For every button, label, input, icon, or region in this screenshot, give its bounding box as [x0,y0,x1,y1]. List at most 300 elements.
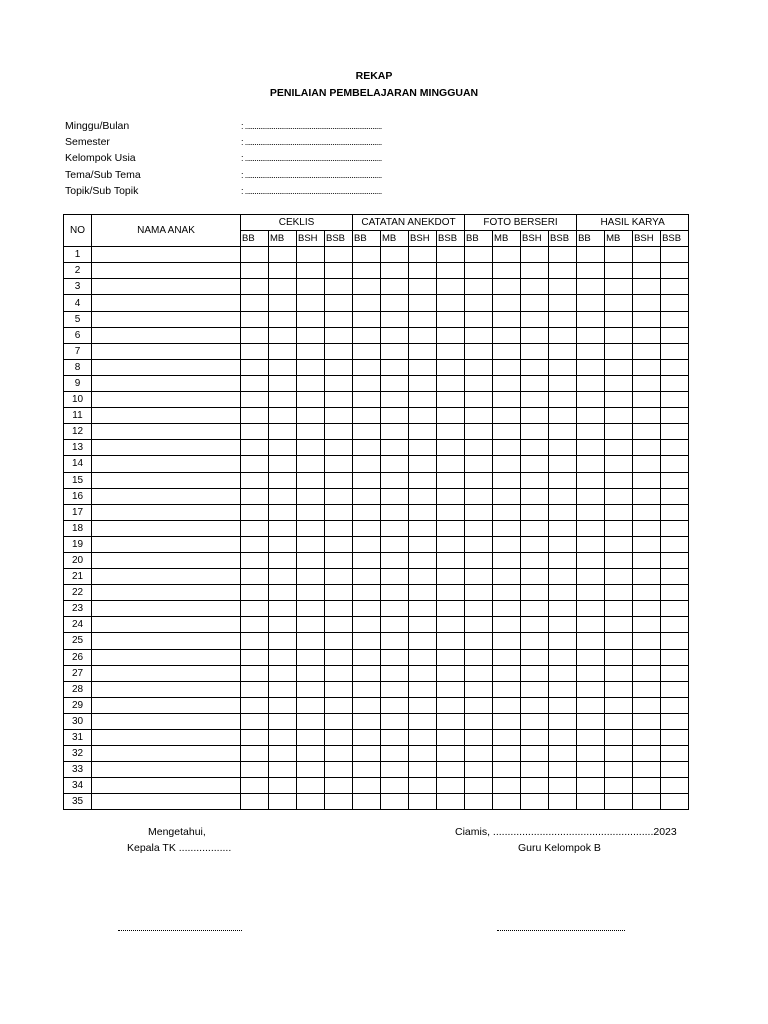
assessment-cell[interactable] [381,569,409,585]
assessment-cell[interactable] [437,601,465,617]
assessment-cell[interactable] [241,697,269,713]
assessment-cell[interactable] [297,520,325,536]
assessment-cell[interactable] [633,617,661,633]
assessment-cell[interactable] [493,343,521,359]
assessment-cell[interactable] [661,713,689,729]
assessment-cell[interactable] [549,472,577,488]
assessment-cell[interactable] [633,488,661,504]
assessment-cell[interactable] [381,649,409,665]
assessment-cell[interactable] [269,504,297,520]
name-cell[interactable] [92,778,241,794]
name-cell[interactable] [92,327,241,343]
assessment-cell[interactable] [437,697,465,713]
assessment-cell[interactable] [409,778,437,794]
assessment-cell[interactable] [437,472,465,488]
assessment-cell[interactable] [437,359,465,375]
assessment-cell[interactable] [437,424,465,440]
assessment-cell[interactable] [297,488,325,504]
assessment-cell[interactable] [353,713,381,729]
assessment-cell[interactable] [549,263,577,279]
assessment-cell[interactable] [269,295,297,311]
assessment-cell[interactable] [661,778,689,794]
assessment-cell[interactable] [297,279,325,295]
assessment-cell[interactable] [269,601,297,617]
assessment-cell[interactable] [297,247,325,263]
assessment-cell[interactable] [493,472,521,488]
assessment-cell[interactable] [241,730,269,746]
assessment-cell[interactable] [409,794,437,810]
assessment-cell[interactable] [633,504,661,520]
assessment-cell[interactable] [633,456,661,472]
name-cell[interactable] [92,633,241,649]
name-cell[interactable] [92,424,241,440]
assessment-cell[interactable] [297,536,325,552]
assessment-cell[interactable] [353,295,381,311]
assessment-cell[interactable] [465,375,493,391]
assessment-cell[interactable] [325,536,353,552]
assessment-cell[interactable] [493,424,521,440]
assessment-cell[interactable] [577,279,605,295]
assessment-cell[interactable] [297,424,325,440]
assessment-cell[interactable] [437,633,465,649]
assessment-cell[interactable] [605,424,633,440]
assessment-cell[interactable] [241,746,269,762]
assessment-cell[interactable] [353,488,381,504]
assessment-cell[interactable] [633,359,661,375]
assessment-cell[interactable] [493,263,521,279]
assessment-cell[interactable] [549,359,577,375]
assessment-cell[interactable] [577,633,605,649]
assessment-cell[interactable] [269,552,297,568]
assessment-cell[interactable] [633,746,661,762]
assessment-cell[interactable] [465,327,493,343]
assessment-cell[interactable] [521,263,549,279]
assessment-cell[interactable] [633,697,661,713]
assessment-cell[interactable] [437,713,465,729]
assessment-cell[interactable] [325,375,353,391]
name-cell[interactable] [92,697,241,713]
assessment-cell[interactable] [661,488,689,504]
assessment-cell[interactable] [661,408,689,424]
assessment-cell[interactable] [577,359,605,375]
assessment-cell[interactable] [577,536,605,552]
assessment-cell[interactable] [493,778,521,794]
name-cell[interactable] [92,794,241,810]
assessment-cell[interactable] [353,392,381,408]
assessment-cell[interactable] [381,762,409,778]
assessment-cell[interactable] [325,552,353,568]
assessment-cell[interactable] [521,408,549,424]
assessment-cell[interactable] [577,343,605,359]
assessment-cell[interactable] [269,408,297,424]
assessment-cell[interactable] [465,488,493,504]
assessment-cell[interactable] [241,392,269,408]
assessment-cell[interactable] [241,536,269,552]
assessment-cell[interactable] [353,617,381,633]
assessment-cell[interactable] [269,778,297,794]
assessment-cell[interactable] [605,392,633,408]
assessment-cell[interactable] [409,392,437,408]
assessment-cell[interactable] [241,488,269,504]
assessment-cell[interactable] [437,617,465,633]
assessment-cell[interactable] [241,552,269,568]
assessment-cell[interactable] [605,536,633,552]
assessment-cell[interactable] [661,762,689,778]
assessment-cell[interactable] [633,295,661,311]
assessment-cell[interactable] [297,311,325,327]
assessment-cell[interactable] [353,456,381,472]
assessment-cell[interactable] [409,327,437,343]
name-cell[interactable] [92,263,241,279]
assessment-cell[interactable] [381,327,409,343]
assessment-cell[interactable] [661,392,689,408]
assessment-cell[interactable] [241,440,269,456]
assessment-cell[interactable] [297,778,325,794]
assessment-cell[interactable] [241,408,269,424]
assessment-cell[interactable] [661,617,689,633]
assessment-cell[interactable] [381,247,409,263]
assessment-cell[interactable] [241,681,269,697]
assessment-cell[interactable] [577,746,605,762]
assessment-cell[interactable] [437,295,465,311]
assessment-cell[interactable] [241,343,269,359]
assessment-cell[interactable] [549,697,577,713]
assessment-cell[interactable] [633,762,661,778]
name-cell[interactable] [92,569,241,585]
assessment-cell[interactable] [605,746,633,762]
assessment-cell[interactable] [521,569,549,585]
assessment-cell[interactable] [521,633,549,649]
assessment-cell[interactable] [521,327,549,343]
name-cell[interactable] [92,762,241,778]
assessment-cell[interactable] [241,247,269,263]
assessment-cell[interactable] [661,681,689,697]
name-cell[interactable] [92,504,241,520]
assessment-cell[interactable] [493,649,521,665]
name-cell[interactable] [92,665,241,681]
assessment-cell[interactable] [325,633,353,649]
assessment-cell[interactable] [577,601,605,617]
assessment-cell[interactable] [605,343,633,359]
assessment-cell[interactable] [605,472,633,488]
assessment-cell[interactable] [493,569,521,585]
assessment-cell[interactable] [381,311,409,327]
assessment-cell[interactable] [409,375,437,391]
name-cell[interactable] [92,536,241,552]
assessment-cell[interactable] [577,472,605,488]
assessment-cell[interactable] [381,440,409,456]
assessment-cell[interactable] [605,569,633,585]
assessment-cell[interactable] [269,279,297,295]
assessment-cell[interactable] [465,359,493,375]
assessment-cell[interactable] [633,408,661,424]
assessment-cell[interactable] [409,552,437,568]
assessment-cell[interactable] [269,730,297,746]
assessment-cell[interactable] [549,247,577,263]
assessment-cell[interactable] [353,279,381,295]
assessment-cell[interactable] [325,649,353,665]
assessment-cell[interactable] [409,665,437,681]
assessment-cell[interactable] [605,327,633,343]
assessment-cell[interactable] [549,456,577,472]
assessment-cell[interactable] [605,697,633,713]
assessment-cell[interactable] [633,536,661,552]
assessment-cell[interactable] [577,520,605,536]
assessment-cell[interactable] [549,794,577,810]
assessment-cell[interactable] [633,392,661,408]
assessment-cell[interactable] [633,247,661,263]
assessment-cell[interactable] [661,456,689,472]
assessment-cell[interactable] [605,730,633,746]
assessment-cell[interactable] [269,585,297,601]
assessment-cell[interactable] [437,311,465,327]
assessment-cell[interactable] [493,392,521,408]
assessment-cell[interactable] [661,263,689,279]
assessment-cell[interactable] [661,279,689,295]
assessment-cell[interactable] [381,665,409,681]
assessment-cell[interactable] [269,424,297,440]
assessment-cell[interactable] [605,359,633,375]
assessment-cell[interactable] [409,488,437,504]
assessment-cell[interactable] [437,279,465,295]
assessment-cell[interactable] [577,263,605,279]
assessment-cell[interactable] [437,681,465,697]
assessment-cell[interactable] [549,601,577,617]
assessment-cell[interactable] [521,295,549,311]
assessment-cell[interactable] [577,392,605,408]
assessment-cell[interactable] [521,311,549,327]
assessment-cell[interactable] [241,633,269,649]
assessment-cell[interactable] [493,633,521,649]
assessment-cell[interactable] [297,649,325,665]
assessment-cell[interactable] [465,633,493,649]
assessment-cell[interactable] [381,552,409,568]
assessment-cell[interactable] [409,585,437,601]
assessment-cell[interactable] [521,343,549,359]
assessment-cell[interactable] [493,665,521,681]
assessment-cell[interactable] [605,649,633,665]
assessment-cell[interactable] [605,504,633,520]
assessment-cell[interactable] [241,585,269,601]
assessment-cell[interactable] [381,408,409,424]
assessment-cell[interactable] [493,536,521,552]
assessment-cell[interactable] [577,295,605,311]
assessment-cell[interactable] [437,488,465,504]
assessment-cell[interactable] [549,279,577,295]
assessment-cell[interactable] [241,665,269,681]
assessment-cell[interactable] [381,424,409,440]
assessment-cell[interactable] [605,375,633,391]
assessment-cell[interactable] [465,617,493,633]
assessment-cell[interactable] [549,585,577,601]
assessment-cell[interactable] [521,794,549,810]
assessment-cell[interactable] [661,569,689,585]
assessment-cell[interactable] [633,343,661,359]
assessment-cell[interactable] [325,488,353,504]
assessment-cell[interactable] [437,665,465,681]
assessment-cell[interactable] [493,681,521,697]
assessment-cell[interactable] [549,746,577,762]
assessment-cell[interactable] [353,440,381,456]
assessment-cell[interactable] [269,681,297,697]
assessment-cell[interactable] [353,681,381,697]
assessment-cell[interactable] [661,794,689,810]
assessment-cell[interactable] [465,665,493,681]
assessment-cell[interactable] [661,327,689,343]
assessment-cell[interactable] [381,778,409,794]
assessment-cell[interactable] [661,295,689,311]
assessment-cell[interactable] [549,375,577,391]
assessment-cell[interactable] [297,794,325,810]
assessment-cell[interactable] [297,552,325,568]
assessment-cell[interactable] [437,778,465,794]
assessment-cell[interactable] [633,520,661,536]
assessment-cell[interactable] [325,311,353,327]
assessment-cell[interactable] [409,343,437,359]
assessment-cell[interactable] [549,730,577,746]
assessment-cell[interactable] [325,746,353,762]
assessment-cell[interactable] [633,778,661,794]
assessment-cell[interactable] [409,617,437,633]
assessment-cell[interactable] [605,601,633,617]
assessment-cell[interactable] [493,247,521,263]
assessment-cell[interactable] [633,472,661,488]
assessment-cell[interactable] [605,552,633,568]
assessment-cell[interactable] [269,520,297,536]
assessment-cell[interactable] [633,279,661,295]
assessment-cell[interactable] [577,247,605,263]
assessment-cell[interactable] [241,762,269,778]
assessment-cell[interactable] [241,649,269,665]
assessment-cell[interactable] [633,327,661,343]
assessment-cell[interactable] [493,440,521,456]
assessment-cell[interactable] [577,408,605,424]
assessment-cell[interactable] [353,585,381,601]
name-cell[interactable] [92,601,241,617]
assessment-cell[interactable] [241,617,269,633]
name-cell[interactable] [92,456,241,472]
assessment-cell[interactable] [465,794,493,810]
assessment-cell[interactable] [521,601,549,617]
assessment-cell[interactable] [437,746,465,762]
assessment-cell[interactable] [325,327,353,343]
assessment-cell[interactable] [633,569,661,585]
assessment-cell[interactable] [409,424,437,440]
assessment-cell[interactable] [577,665,605,681]
name-cell[interactable] [92,408,241,424]
assessment-cell[interactable] [353,649,381,665]
name-cell[interactable] [92,295,241,311]
assessment-cell[interactable] [493,794,521,810]
assessment-cell[interactable] [381,263,409,279]
assessment-cell[interactable] [521,536,549,552]
assessment-cell[interactable] [353,359,381,375]
assessment-cell[interactable] [521,456,549,472]
assessment-cell[interactable] [297,569,325,585]
assessment-cell[interactable] [297,697,325,713]
assessment-cell[interactable] [633,681,661,697]
assessment-cell[interactable] [661,520,689,536]
assessment-cell[interactable] [381,456,409,472]
assessment-cell[interactable] [661,649,689,665]
assessment-cell[interactable] [269,359,297,375]
assessment-cell[interactable] [381,601,409,617]
assessment-cell[interactable] [577,552,605,568]
assessment-cell[interactable] [353,552,381,568]
assessment-cell[interactable] [437,504,465,520]
name-cell[interactable] [92,359,241,375]
assessment-cell[interactable] [269,649,297,665]
assessment-cell[interactable] [661,440,689,456]
assessment-cell[interactable] [325,585,353,601]
assessment-cell[interactable] [325,778,353,794]
assessment-cell[interactable] [493,697,521,713]
name-cell[interactable] [92,392,241,408]
assessment-cell[interactable] [353,730,381,746]
assessment-cell[interactable] [437,794,465,810]
assessment-cell[interactable] [325,520,353,536]
assessment-cell[interactable] [577,713,605,729]
assessment-cell[interactable] [493,504,521,520]
assessment-cell[interactable] [465,392,493,408]
assessment-cell[interactable] [493,520,521,536]
assessment-cell[interactable] [269,311,297,327]
assessment-cell[interactable] [269,327,297,343]
assessment-cell[interactable] [661,730,689,746]
assessment-cell[interactable] [661,746,689,762]
assessment-cell[interactable] [381,520,409,536]
assessment-cell[interactable] [605,778,633,794]
assessment-cell[interactable] [409,456,437,472]
assessment-cell[interactable] [437,247,465,263]
assessment-cell[interactable] [633,665,661,681]
assessment-cell[interactable] [521,665,549,681]
assessment-cell[interactable] [633,424,661,440]
assessment-cell[interactable] [353,327,381,343]
assessment-cell[interactable] [409,247,437,263]
assessment-cell[interactable] [465,569,493,585]
assessment-cell[interactable] [269,343,297,359]
assessment-cell[interactable] [493,617,521,633]
assessment-cell[interactable] [521,279,549,295]
assessment-cell[interactable] [605,762,633,778]
assessment-cell[interactable] [241,327,269,343]
assessment-cell[interactable] [297,617,325,633]
assessment-cell[interactable] [437,585,465,601]
assessment-cell[interactable] [241,778,269,794]
assessment-cell[interactable] [661,552,689,568]
assessment-cell[interactable] [241,311,269,327]
assessment-cell[interactable] [297,456,325,472]
assessment-cell[interactable] [465,440,493,456]
assessment-cell[interactable] [353,569,381,585]
assessment-cell[interactable] [493,746,521,762]
assessment-cell[interactable] [465,730,493,746]
assessment-cell[interactable] [409,730,437,746]
assessment-cell[interactable] [661,375,689,391]
assessment-cell[interactable] [521,762,549,778]
assessment-cell[interactable] [661,311,689,327]
assessment-cell[interactable] [353,472,381,488]
assessment-cell[interactable] [549,762,577,778]
assessment-cell[interactable] [241,295,269,311]
assessment-cell[interactable] [521,778,549,794]
name-cell[interactable] [92,746,241,762]
assessment-cell[interactable] [269,392,297,408]
name-cell[interactable] [92,585,241,601]
assessment-cell[interactable] [605,488,633,504]
assessment-cell[interactable] [325,697,353,713]
